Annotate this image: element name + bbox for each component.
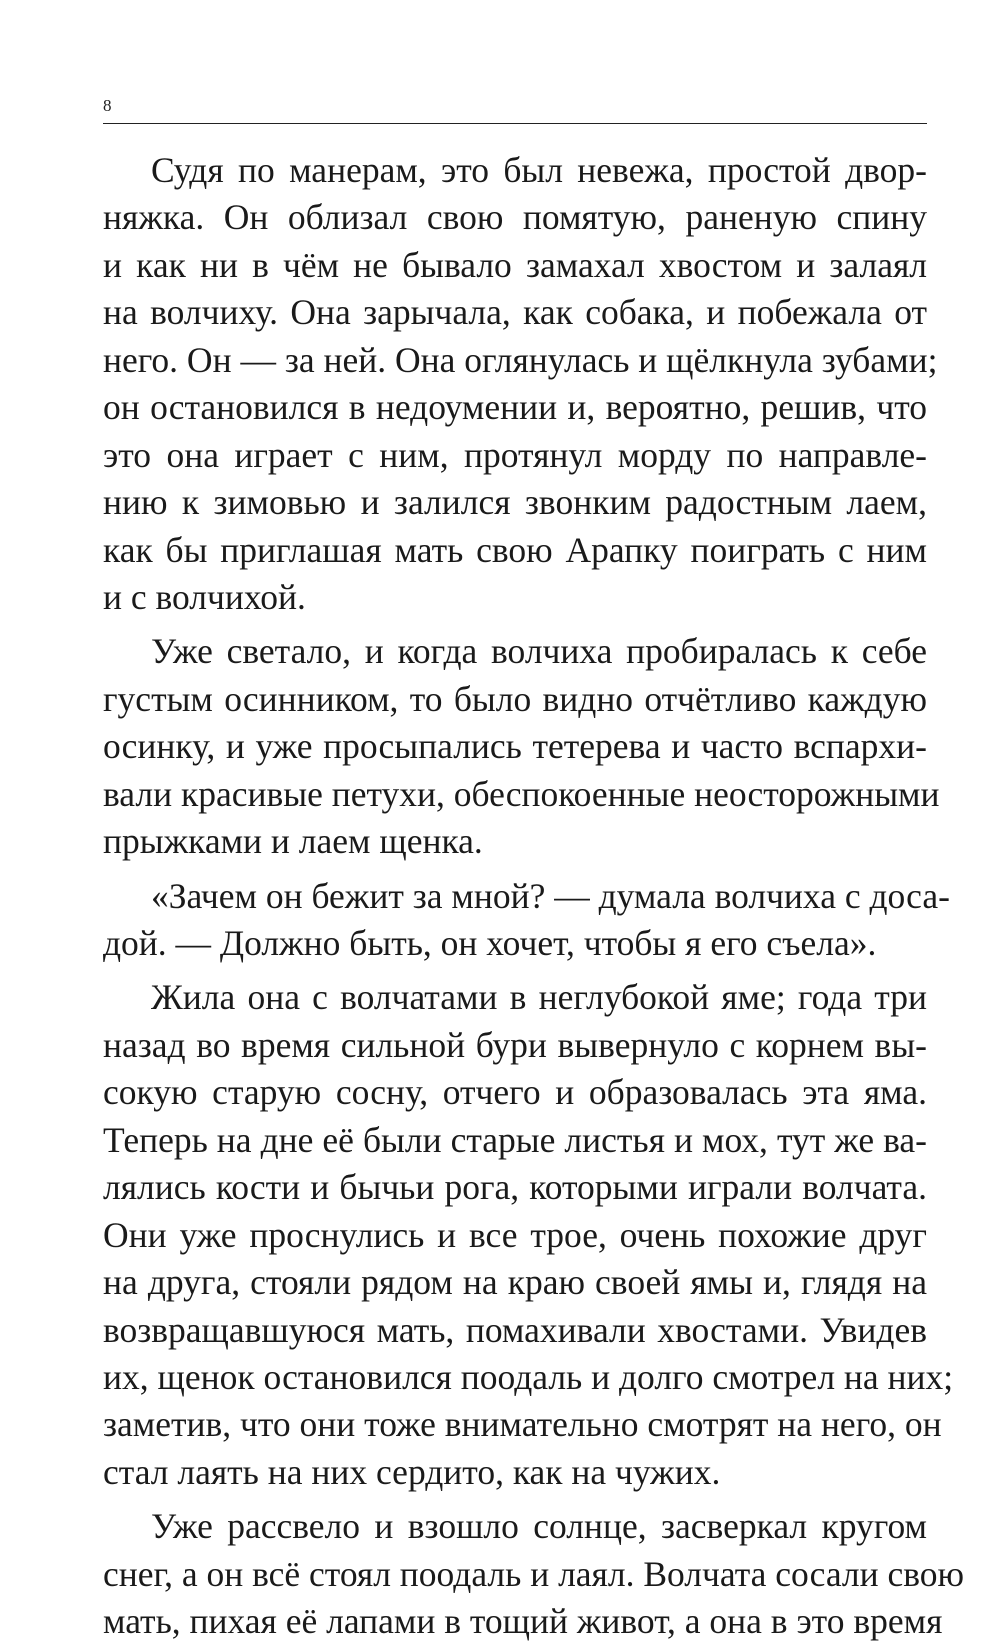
text-line: Судя по манерам, это был невежа, простой двор-	[151, 150, 927, 190]
text-line: нию к зимовью и залился звонким радостным лаем,	[103, 482, 927, 523]
text-line: мать, пихая её лапами в тощий живот, а она в это время	[103, 1601, 943, 1642]
text-line: дой. — Должно быть, он хочет, чтобы я его съела».	[103, 923, 877, 963]
paragraph	[103, 628, 940, 865]
text-line: прыжками и лаем щенка.	[103, 821, 483, 862]
text-line: Жила она с волчатами в неглубокой яме; года три	[151, 977, 927, 1018]
text-line: «Зачем он бежит за мной? — думала волчиха с доса-	[151, 875, 950, 916]
text-line: Теперь на дне её были старые листья и мох, тут же ва-	[103, 1119, 927, 1160]
text-line: Уже рассвело и взошло солнце, засверкал кругом	[151, 1506, 927, 1547]
text-line: лялись кости и бычьи рога, которыми играли волчата.	[103, 1167, 927, 1208]
text-line: Они уже проснулись и все трое, очень похожие друг	[103, 1214, 927, 1255]
paragraph	[103, 873, 950, 968]
text-line: на друга, стояли рядом на краю своей ямы и, глядя на	[103, 1262, 927, 1303]
paragraph	[103, 1503, 965, 1645]
paragraph-gap	[103, 866, 927, 873]
text-line: вали красивые петухи, обеспокоенные неосторожными	[103, 773, 940, 814]
header-rule	[103, 123, 927, 124]
text-line: снег, а он всё стоял поодаль и лаял. Волчата сосали свою	[103, 1553, 965, 1594]
text-line: их, щенок остановился поодаль и долго смотрел на них;	[103, 1356, 954, 1397]
paragraph-gap	[103, 1496, 927, 1503]
text-line: и как ни в чём не бывало замахал хвостом и залаял	[103, 244, 927, 285]
text-line: на волчиху. Она зарычала, как собака, и побежала от	[103, 292, 927, 333]
paragraph-gap	[103, 621, 927, 628]
paragraph-gap	[103, 967, 927, 974]
text-line: назад во время сильной бури вывернуло с корнем вы-	[103, 1024, 927, 1065]
paragraph	[103, 147, 938, 621]
text-line: возвращавшуюся мать, помахивали хвостами. Увидев	[103, 1309, 927, 1350]
text-line: Уже светало, и когда волчиха пробиралась к себе	[151, 631, 927, 672]
text-line: он остановился в недоумении и, вероятно, решив, что	[103, 387, 927, 428]
text-line: и с волчихой.	[103, 576, 306, 617]
text-line: сокую старую сосну, отчего и образовалась эта яма.	[103, 1072, 927, 1113]
text-line: это она играет с ним, протянул морду по направле-	[103, 434, 927, 475]
text-line: стал лаять на них сердито, как на чужих.	[103, 1451, 721, 1492]
text-line: как бы приглашая мать свою Арапку поиграть с ним	[103, 529, 927, 570]
text-line: него. Он — за ней. Она оглянулась и щёлкнула зубами;	[103, 339, 938, 380]
page-number: 8	[103, 96, 112, 115]
text-line: осинку, и уже просыпались тетерева и часто вспархи-	[103, 726, 927, 767]
text-line: няжка. Он облизал свою помятую, раненую спину	[103, 197, 927, 238]
text-body	[103, 147, 965, 1646]
paragraph	[103, 974, 954, 1496]
text-line: густым осинником, то было видно отчётливо каждую	[103, 678, 927, 719]
text-line: заметив, что они тоже внимательно смотрят на него, он	[103, 1404, 942, 1445]
